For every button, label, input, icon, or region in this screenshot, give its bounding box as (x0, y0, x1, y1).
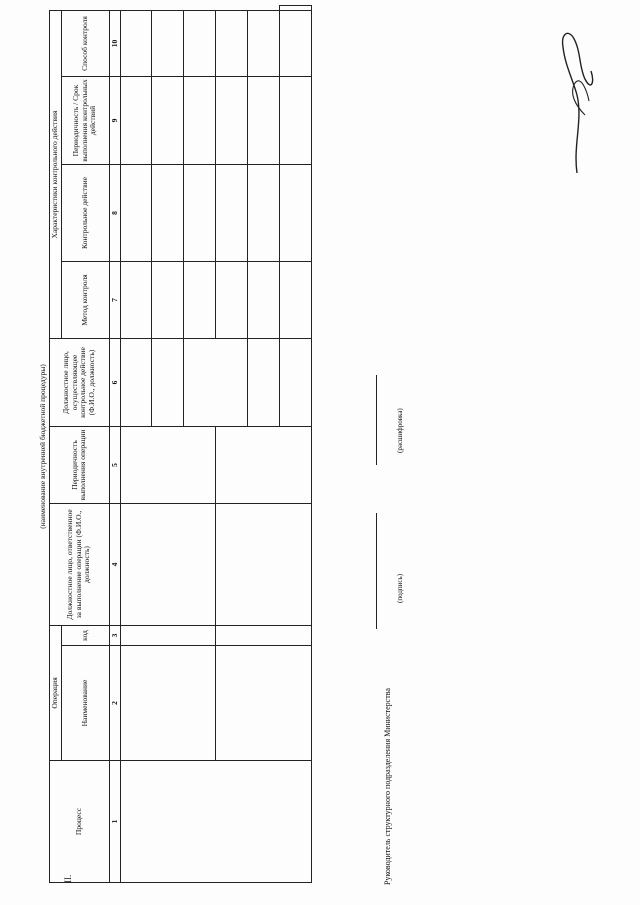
header-controller: Должностное лицо, осуществляющее контрольное действие (Ф.И.О., должность) (49, 339, 109, 427)
empty-cell[interactable] (121, 77, 152, 165)
empty-cell[interactable] (152, 262, 184, 339)
header-process: Процесс (49, 761, 109, 883)
empty-cell[interactable] (248, 11, 280, 77)
header-operation: Операция (49, 626, 61, 761)
empty-cell[interactable] (248, 339, 280, 427)
control-table (38, 5, 312, 883)
empty-cell[interactable] (216, 165, 248, 262)
empty-cell[interactable] (184, 11, 216, 77)
signature-line (376, 513, 377, 629)
empty-cell[interactable] (216, 11, 248, 77)
empty-cell[interactable] (121, 11, 152, 77)
empty-cell[interactable] (216, 262, 248, 339)
empty-cell[interactable] (121, 165, 152, 262)
header-control-way: Способ контроля (61, 11, 109, 77)
header-method: Метод контроля (61, 262, 109, 339)
col-index: 7 (109, 262, 121, 339)
col-index: 1 (109, 761, 121, 883)
empty-cell[interactable] (121, 761, 312, 883)
col-index: 2 (109, 646, 121, 761)
empty-cell[interactable] (152, 11, 184, 77)
empty-cell[interactable] (216, 646, 312, 761)
empty-cell[interactable] (280, 77, 312, 165)
empty-cell[interactable] (248, 77, 280, 165)
empty-cell[interactable] (184, 339, 248, 427)
empty-cell[interactable] (152, 339, 184, 427)
empty-cell[interactable] (152, 77, 184, 165)
col-index: 4 (109, 504, 121, 626)
col-index: 3 (109, 626, 121, 646)
empty-cell[interactable] (216, 504, 312, 626)
empty-cell[interactable] (121, 646, 216, 761)
header-op-name: Наименование (61, 646, 109, 761)
signature-caption: (подпись) (396, 573, 404, 603)
empty-cell[interactable] (121, 339, 152, 427)
header-action: Контрольное действие (61, 165, 109, 262)
col-index: 8 (109, 165, 121, 262)
empty-cell[interactable] (121, 262, 152, 339)
empty-cell[interactable] (280, 262, 312, 339)
empty-cell[interactable] (152, 165, 184, 262)
empty-cell[interactable] (280, 6, 312, 11)
empty-cell[interactable] (184, 262, 216, 339)
empty-cell[interactable] (121, 427, 216, 504)
decode-line (376, 375, 377, 465)
empty-cell[interactable] (121, 504, 216, 626)
empty-cell[interactable] (184, 77, 216, 165)
empty-cell[interactable] (216, 427, 312, 504)
handwritten-signature (555, 25, 605, 175)
empty-cell[interactable] (216, 77, 248, 165)
col-index: 10 (109, 11, 121, 77)
empty-cell[interactable] (280, 339, 312, 427)
header-responsible: Должностное лицо, ответственное за выполнение операции (Ф.И.О., должность) (49, 504, 109, 626)
empty-cell[interactable] (184, 165, 216, 262)
footer-head-label: Руководитель структурного подразделения Министерства (383, 688, 392, 885)
col-index: 5 (109, 427, 121, 504)
col-index: 9 (109, 77, 121, 165)
empty-cell[interactable] (248, 165, 280, 262)
empty-cell[interactable] (216, 626, 312, 646)
section-number: II. (63, 874, 73, 883)
header-periodicity: Периодичность выполнения операции (49, 427, 109, 504)
col-index: 6 (109, 339, 121, 427)
decode-caption: (расшифровка) (396, 408, 404, 453)
empty-cell[interactable] (248, 262, 280, 339)
empty-cell[interactable] (280, 165, 312, 262)
header-op-code: код (61, 626, 109, 646)
empty-cell[interactable] (280, 11, 312, 77)
header-period-term: Периодичность / Срок выполнения контрольных действий (61, 77, 109, 165)
empty-cell[interactable] (121, 626, 216, 646)
header-control-group: Характеристики контрольного действия (49, 11, 61, 339)
procedure-title: (наименование внутренней бюджетной процедуры) (38, 364, 47, 529)
